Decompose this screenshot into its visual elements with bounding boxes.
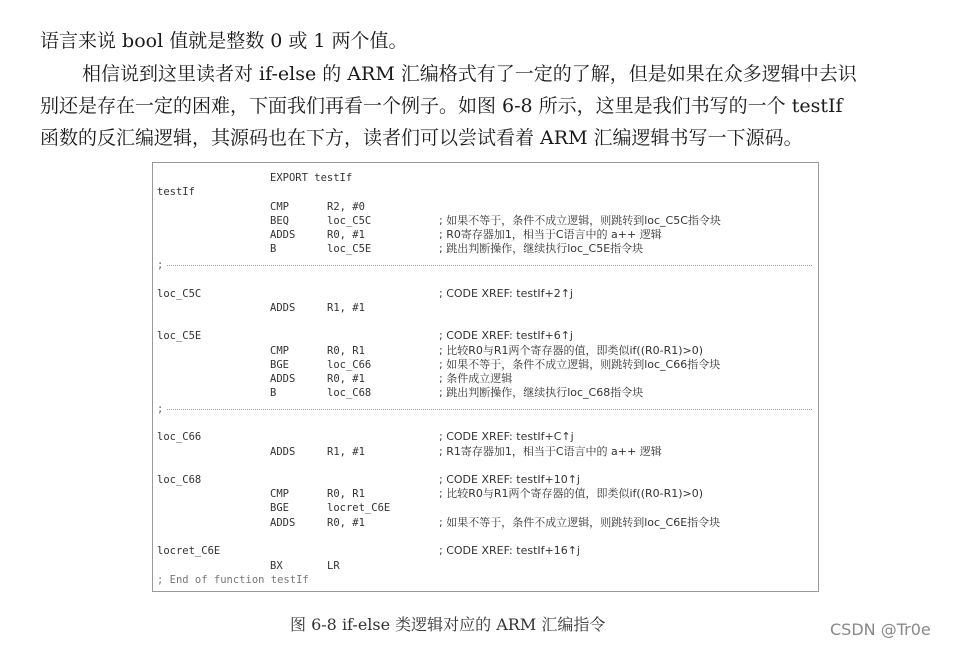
code-line [153,573,818,587]
code-operands: R1, #1 [327,302,365,314]
code-comment: ; 跳出判断操作，继续执行loc_C5E指令块 [439,242,644,255]
body-paragraph-1: 语言来说 bool 值就是整数 0 或 1 两个值。 [40,30,408,52]
code-directive: EXPORT testIf [270,172,353,184]
code-mnemonic: ADDS [270,373,296,385]
code-operands: R0, #1 [327,517,365,529]
code-mnemonic: ADDS [270,229,296,241]
code-operands: R2, #0 [327,201,365,213]
code-line [153,386,818,400]
code-mnemonic: ADDS [270,446,296,458]
code-label: loc_C5C [157,288,202,300]
code-operands: locret_C6E [327,502,391,514]
code-comment: ; 如果不等于，条件不成立逻辑，则跳转到loc_C5C指令块 [439,214,721,227]
code-operands: loc_C66 [327,359,372,371]
code-line [153,445,818,459]
code-operands: R1, #1 [327,446,365,458]
code-line [153,559,818,573]
code-comment: ; 条件成立逻辑 [439,372,513,385]
code-comment: ; 如果不等于，条件不成立逻辑，则跳转到loc_C6E指令块 [439,516,721,529]
code-label: loc_C5E [157,330,202,342]
code-label: loc_C68 [157,474,202,486]
separator-semicolon: ; [157,403,164,415]
code-label: loc_C66 [157,431,202,443]
code-line [153,200,818,214]
code-line [153,501,818,515]
code-line [153,242,818,256]
code-line [153,344,818,358]
code-operands: R0, R1 [327,488,365,500]
separator-semicolon: ; [157,259,164,271]
code-mnemonic: BGE [270,359,289,371]
code-mnemonic: BEQ [270,215,289,227]
code-line [153,329,818,343]
function-end-comment: ; End of function testIf [157,574,309,586]
code-line [153,430,818,444]
body-paragraph-2-line-1: 相信说到这里读者对 if-else 的 ARM 汇编格式有了一定的了解，但是如果在众多逻辑中去识 [82,63,857,85]
dotted-divider [167,409,812,410]
code-line [153,544,818,558]
assembly-listing [152,162,819,592]
code-comment: ; 如果不等于，条件不成立逻辑，则跳转到loc_C66指令块 [439,358,721,371]
code-mnemonic: CMP [270,201,289,213]
code-line [153,214,818,228]
code-comment: ; 比较R0与R1两个寄存器的值，即类似if((R0-R1)>0) [439,487,704,500]
code-mnemonic: CMP [270,345,289,357]
code-comment: ; CODE XREF: testIf+6↑j [439,329,573,342]
code-operands: loc_C5E [327,243,372,255]
separator-line [153,258,818,272]
code-line [153,185,818,199]
code-line [153,301,818,315]
code-line [153,358,818,372]
code-comment: ; CODE XREF: testIf+16↑j [439,544,580,557]
body-paragraph-2-line-2: 别还是存在一定的困难，下面我们再看一个例子。如图 6-8 所示，这里是我们书写的一个 testIf [40,95,843,117]
code-mnemonic: BX [270,560,283,572]
code-operands: loc_C68 [327,387,372,399]
code-mnemonic: B [270,243,277,255]
code-line [153,516,818,530]
code-comment: ; 跳出判断操作，继续执行loc_C68指令块 [439,386,644,399]
code-line [153,473,818,487]
code-label: testIf [157,186,195,198]
code-operands: loc_C5C [327,215,372,227]
code-line [153,171,818,185]
code-line [153,487,818,501]
code-mnemonic: CMP [270,488,289,500]
code-mnemonic: BGE [270,502,289,514]
body-paragraph-2-line-3: 函数的反汇编逻辑，其源码也在下方，读者们可以尝试看着 ARM 汇编逻辑书写一下源码。 [40,127,803,149]
code-mnemonic: ADDS [270,517,296,529]
code-comment: ; R0寄存器加1，相当于C语言中的 a++ 逻辑 [439,228,662,241]
code-comment: ; CODE XREF: testIf+C↑j [439,430,574,443]
dotted-divider [167,265,812,266]
code-comment: ; CODE XREF: testIf+2↑j [439,287,573,300]
code-mnemonic: B [270,387,277,399]
code-operands: R0, #1 [327,229,365,241]
code-line [153,372,818,386]
code-line [153,228,818,242]
code-line [153,287,818,301]
code-operands: R0, R1 [327,345,365,357]
code-operands: R0, #1 [327,373,365,385]
separator-line [153,402,818,416]
code-operands: LR [327,560,340,572]
code-comment: ; CODE XREF: testIf+10↑j [439,473,580,486]
code-mnemonic: ADDS [270,302,296,314]
code-label: locret_C6E [157,545,221,557]
watermark: CSDN @Tr0e [830,620,931,639]
figure-caption: 图 6-8 if-else 类逻辑对应的 ARM 汇编指令 [290,615,606,634]
code-comment: ; 比较R0与R1两个寄存器的值，即类似if((R0-R1)>0) [439,344,704,357]
code-comment: ; R1寄存器加1，相当于C语言中的 a++ 逻辑 [439,445,662,458]
